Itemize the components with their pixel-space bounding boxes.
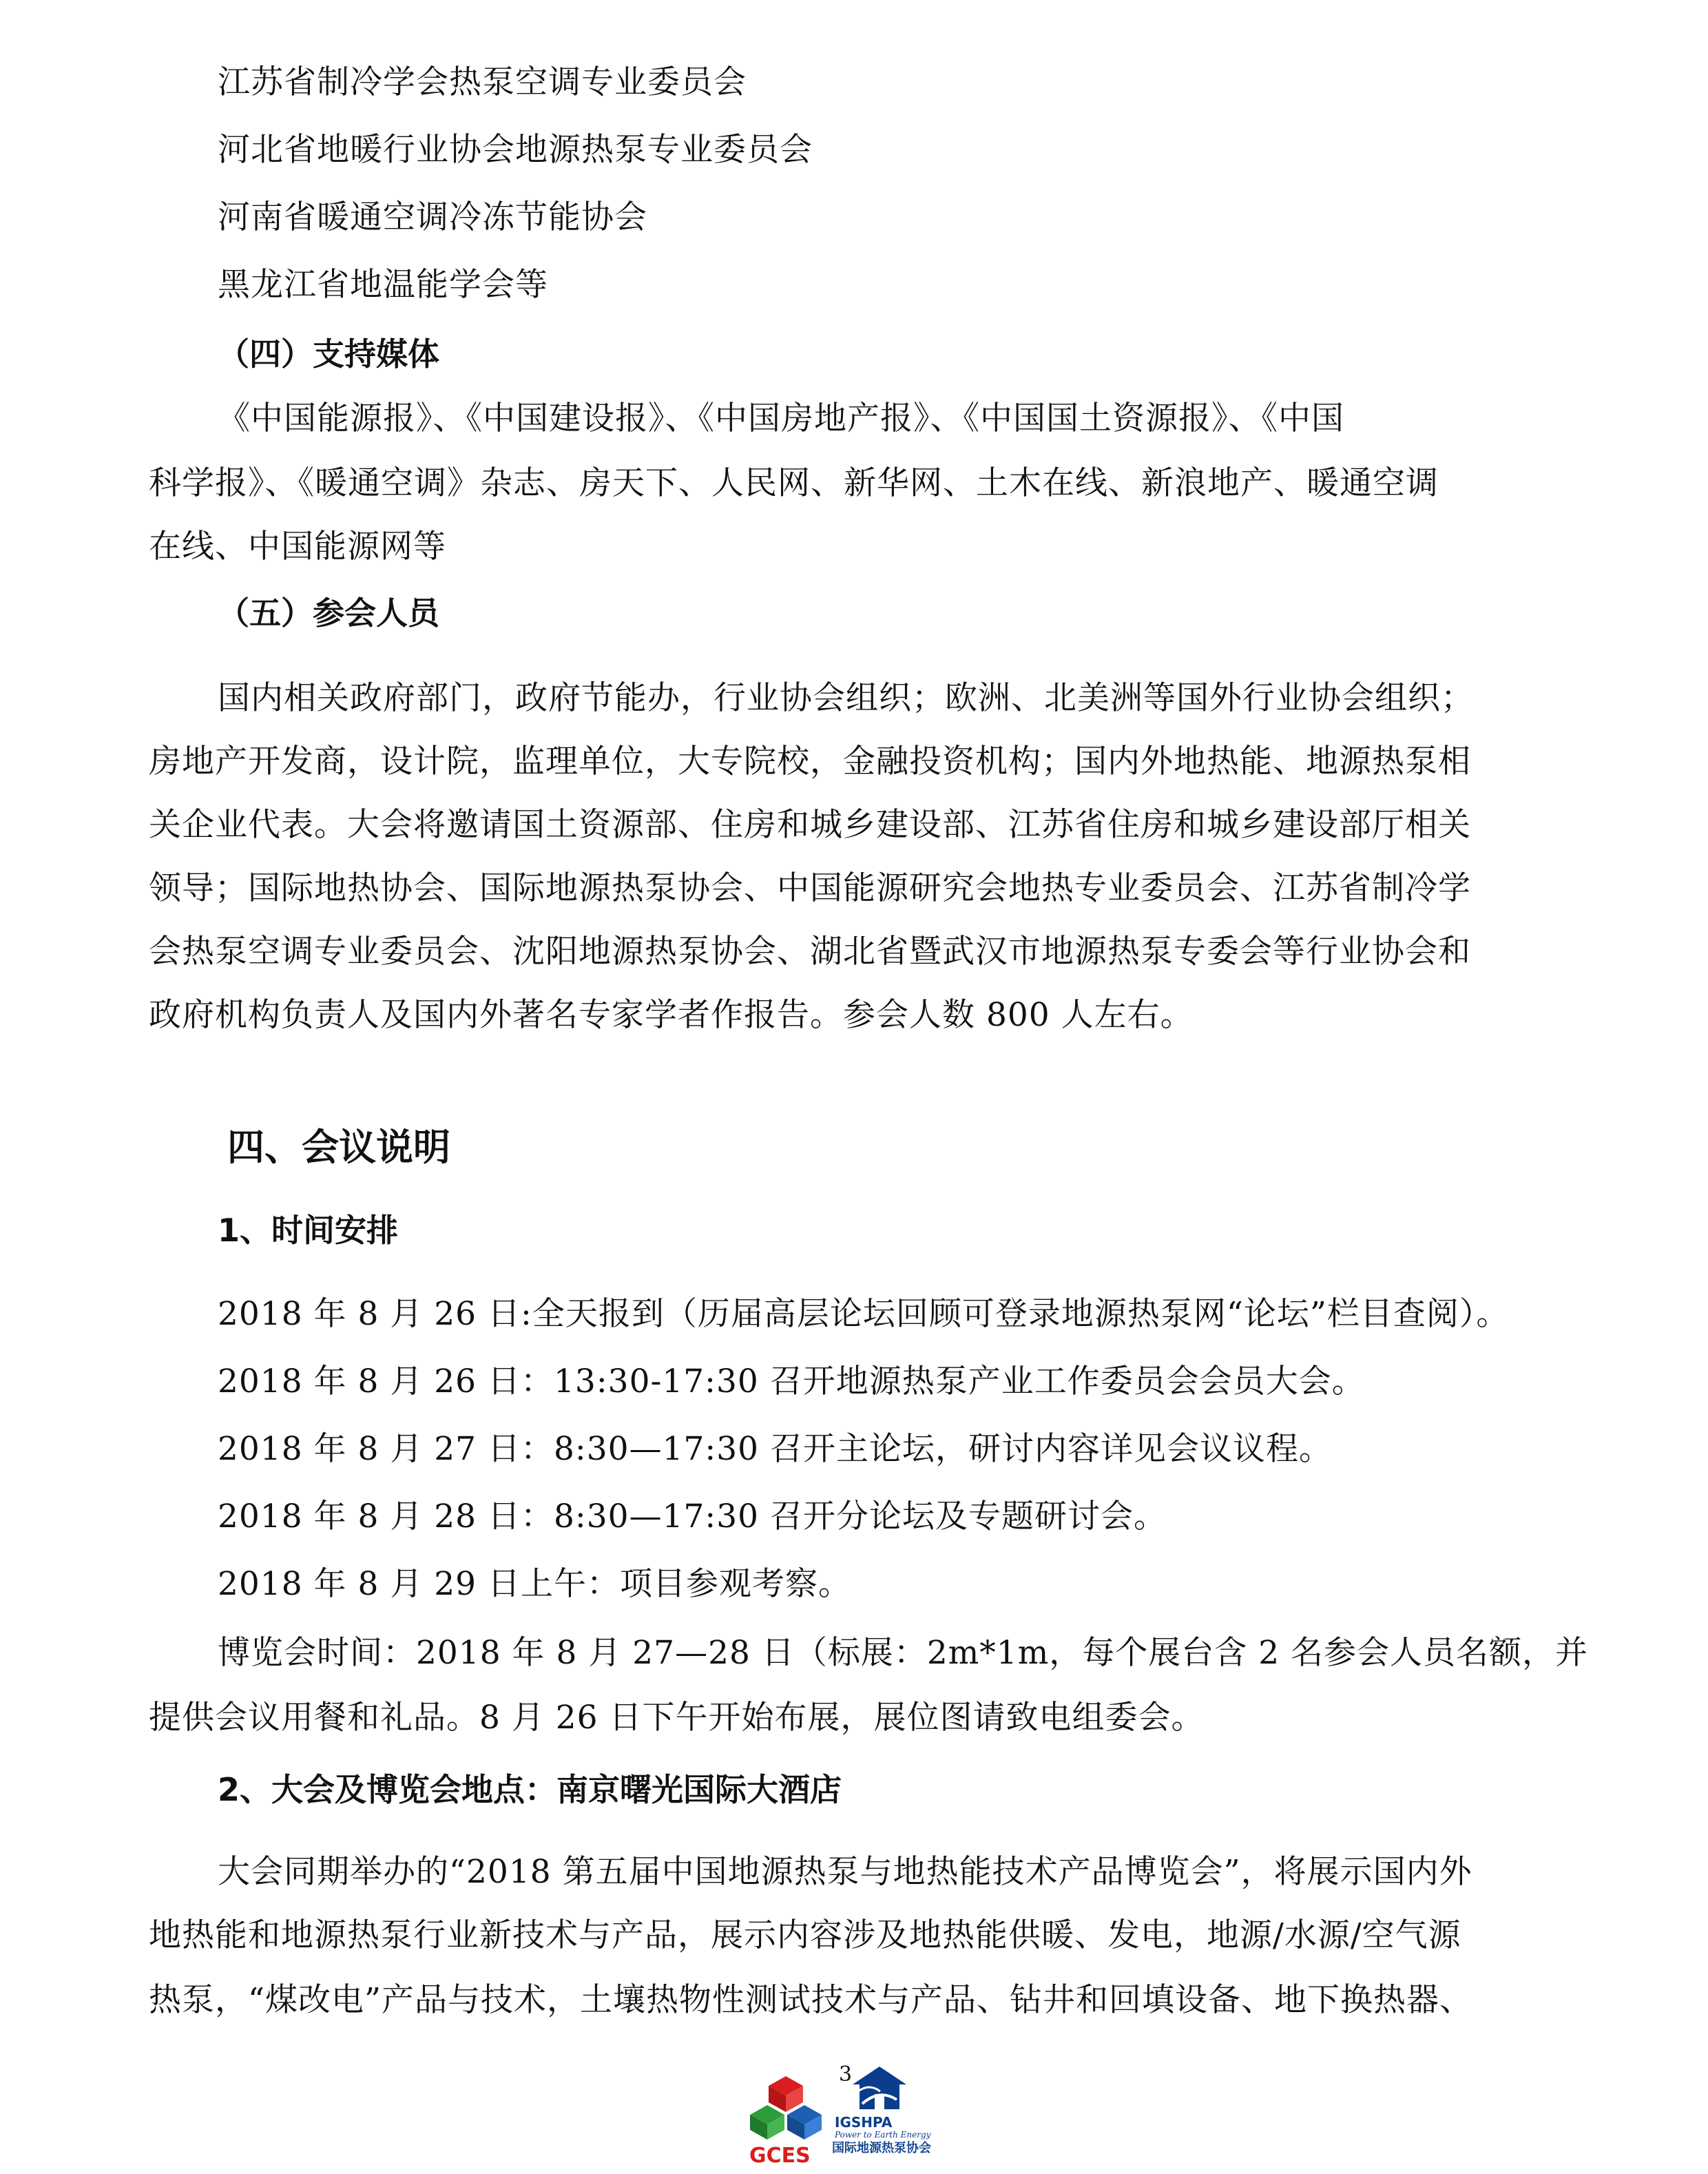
- igshpa-label: IGSHPA: [835, 2114, 893, 2131]
- attendees-line: 领导；国际地热协会、国际地源热泵协会、中国能源研究会地热专业委员会、江苏省制冷学: [149, 869, 1471, 907]
- attendees-line: 国内相关政府部门，政府节能办，行业协会组织；欧洲、北美洲等国外行业协会组织；: [218, 679, 1474, 717]
- subsection-heading-venue: 2、大会及博览会地点：南京曙光国际大酒店: [218, 1771, 842, 1808]
- org-list-item: 江苏省制冷学会热泵空调专业委员会: [218, 63, 747, 101]
- expo-line: 提供会议用餐和礼品。8 月 26 日下午开始布展，展位图请致电组委会。: [149, 1699, 1205, 1737]
- media-line: 科学报》、《暖通空调》杂志、房天下、人民网、新华网、土木在线、新浪地产、暖通空调: [149, 464, 1439, 502]
- org-list-item: 黑龙江省地温能学会等: [218, 266, 548, 304]
- schedule-item: 2018 年 8 月 26 日:全天报到（历届高层论坛回顾可登录地源热泵网“论坛”栏目查阅）。: [218, 1295, 1510, 1333]
- section-heading-media: （四）支持媒体: [218, 335, 439, 373]
- attendees-line: 关企业代表。大会将邀请国土资源部、住房和城乡建设部、江苏省住房和城乡建设部厅相关: [149, 806, 1471, 844]
- venue-line: 热泵，“煤改电”产品与技术，土壤热物性测试技术与产品、钻井和回填设备、地下换热器、: [149, 1981, 1473, 2019]
- igshpa-logo-icon: [848, 2064, 910, 2113]
- expo-line: 博览会时间：2018 年 8 月 27—28 日（标展：2m*1m，每个展台含 2 名参会人员名额，并: [218, 1634, 1589, 1672]
- media-line: 《中国能源报》、《中国建设报》、《中国房地产报》、《中国国土资源报》、《中国: [218, 400, 1344, 437]
- org-list-item: 河南省暖通空调冷冻节能协会: [218, 198, 647, 236]
- media-line: 在线、中国能源网等: [149, 528, 446, 566]
- chapter-heading: 四、会议说明: [227, 1126, 450, 1169]
- gces-logo: [748, 2073, 824, 2142]
- gces-logo-icon: [748, 2073, 824, 2142]
- schedule-item: 2018 年 8 月 27 日：8:30—17:30 召开主论坛，研讨内容详见会议议程。: [218, 1430, 1332, 1468]
- org-list-item: 河北省地暖行业协会地源热泵专业委员会: [218, 131, 813, 169]
- igshpa-logo: [848, 2064, 910, 2113]
- page-number: 3: [839, 2062, 853, 2087]
- subsection-heading-schedule: 1、时间安排: [218, 1212, 399, 1249]
- schedule-item: 2018 年 8 月 28 日：8:30—17:30 召开分论坛及专题研讨会。: [218, 1498, 1167, 1535]
- igshpa-slogan: Power to Earth Energy: [835, 2130, 931, 2140]
- schedule-item: 2018 年 8 月 26 日：13:30-17:30 召开地源热泵产业工作委员会会员大会。: [218, 1363, 1365, 1400]
- gces-label: GCES: [749, 2144, 811, 2168]
- venue-line: 大会同期举办的“2018 第五届中国地源热泵与地热能技术产品博览会”，将展示国内外: [218, 1853, 1472, 1891]
- schedule-item: 2018 年 8 月 29 日上午：项目参观考察。: [218, 1565, 852, 1603]
- section-heading-attendees: （五）参会人员: [218, 594, 439, 632]
- attendees-line: 会热泵空调专业委员会、沈阳地源热泵协会、湖北省暨武汉市地源热泵专委会等行业协会和: [149, 933, 1471, 971]
- venue-line: 地热能和地源热泵行业新技术与产品，展示内容涉及地热能供暖、发电，地源/水源/空气源: [149, 1916, 1461, 1954]
- igshpa-chinese-name: 国际地源热泵协会: [832, 2141, 931, 2155]
- attendees-line: 政府机构负责人及国内外著名专家学者作报告。参会人数 800 人左右。: [149, 996, 1194, 1034]
- attendees-line: 房地产开发商，设计院，监理单位，大专院校，金融投资机构；国内外地热能、地源热泵相: [149, 743, 1471, 780]
